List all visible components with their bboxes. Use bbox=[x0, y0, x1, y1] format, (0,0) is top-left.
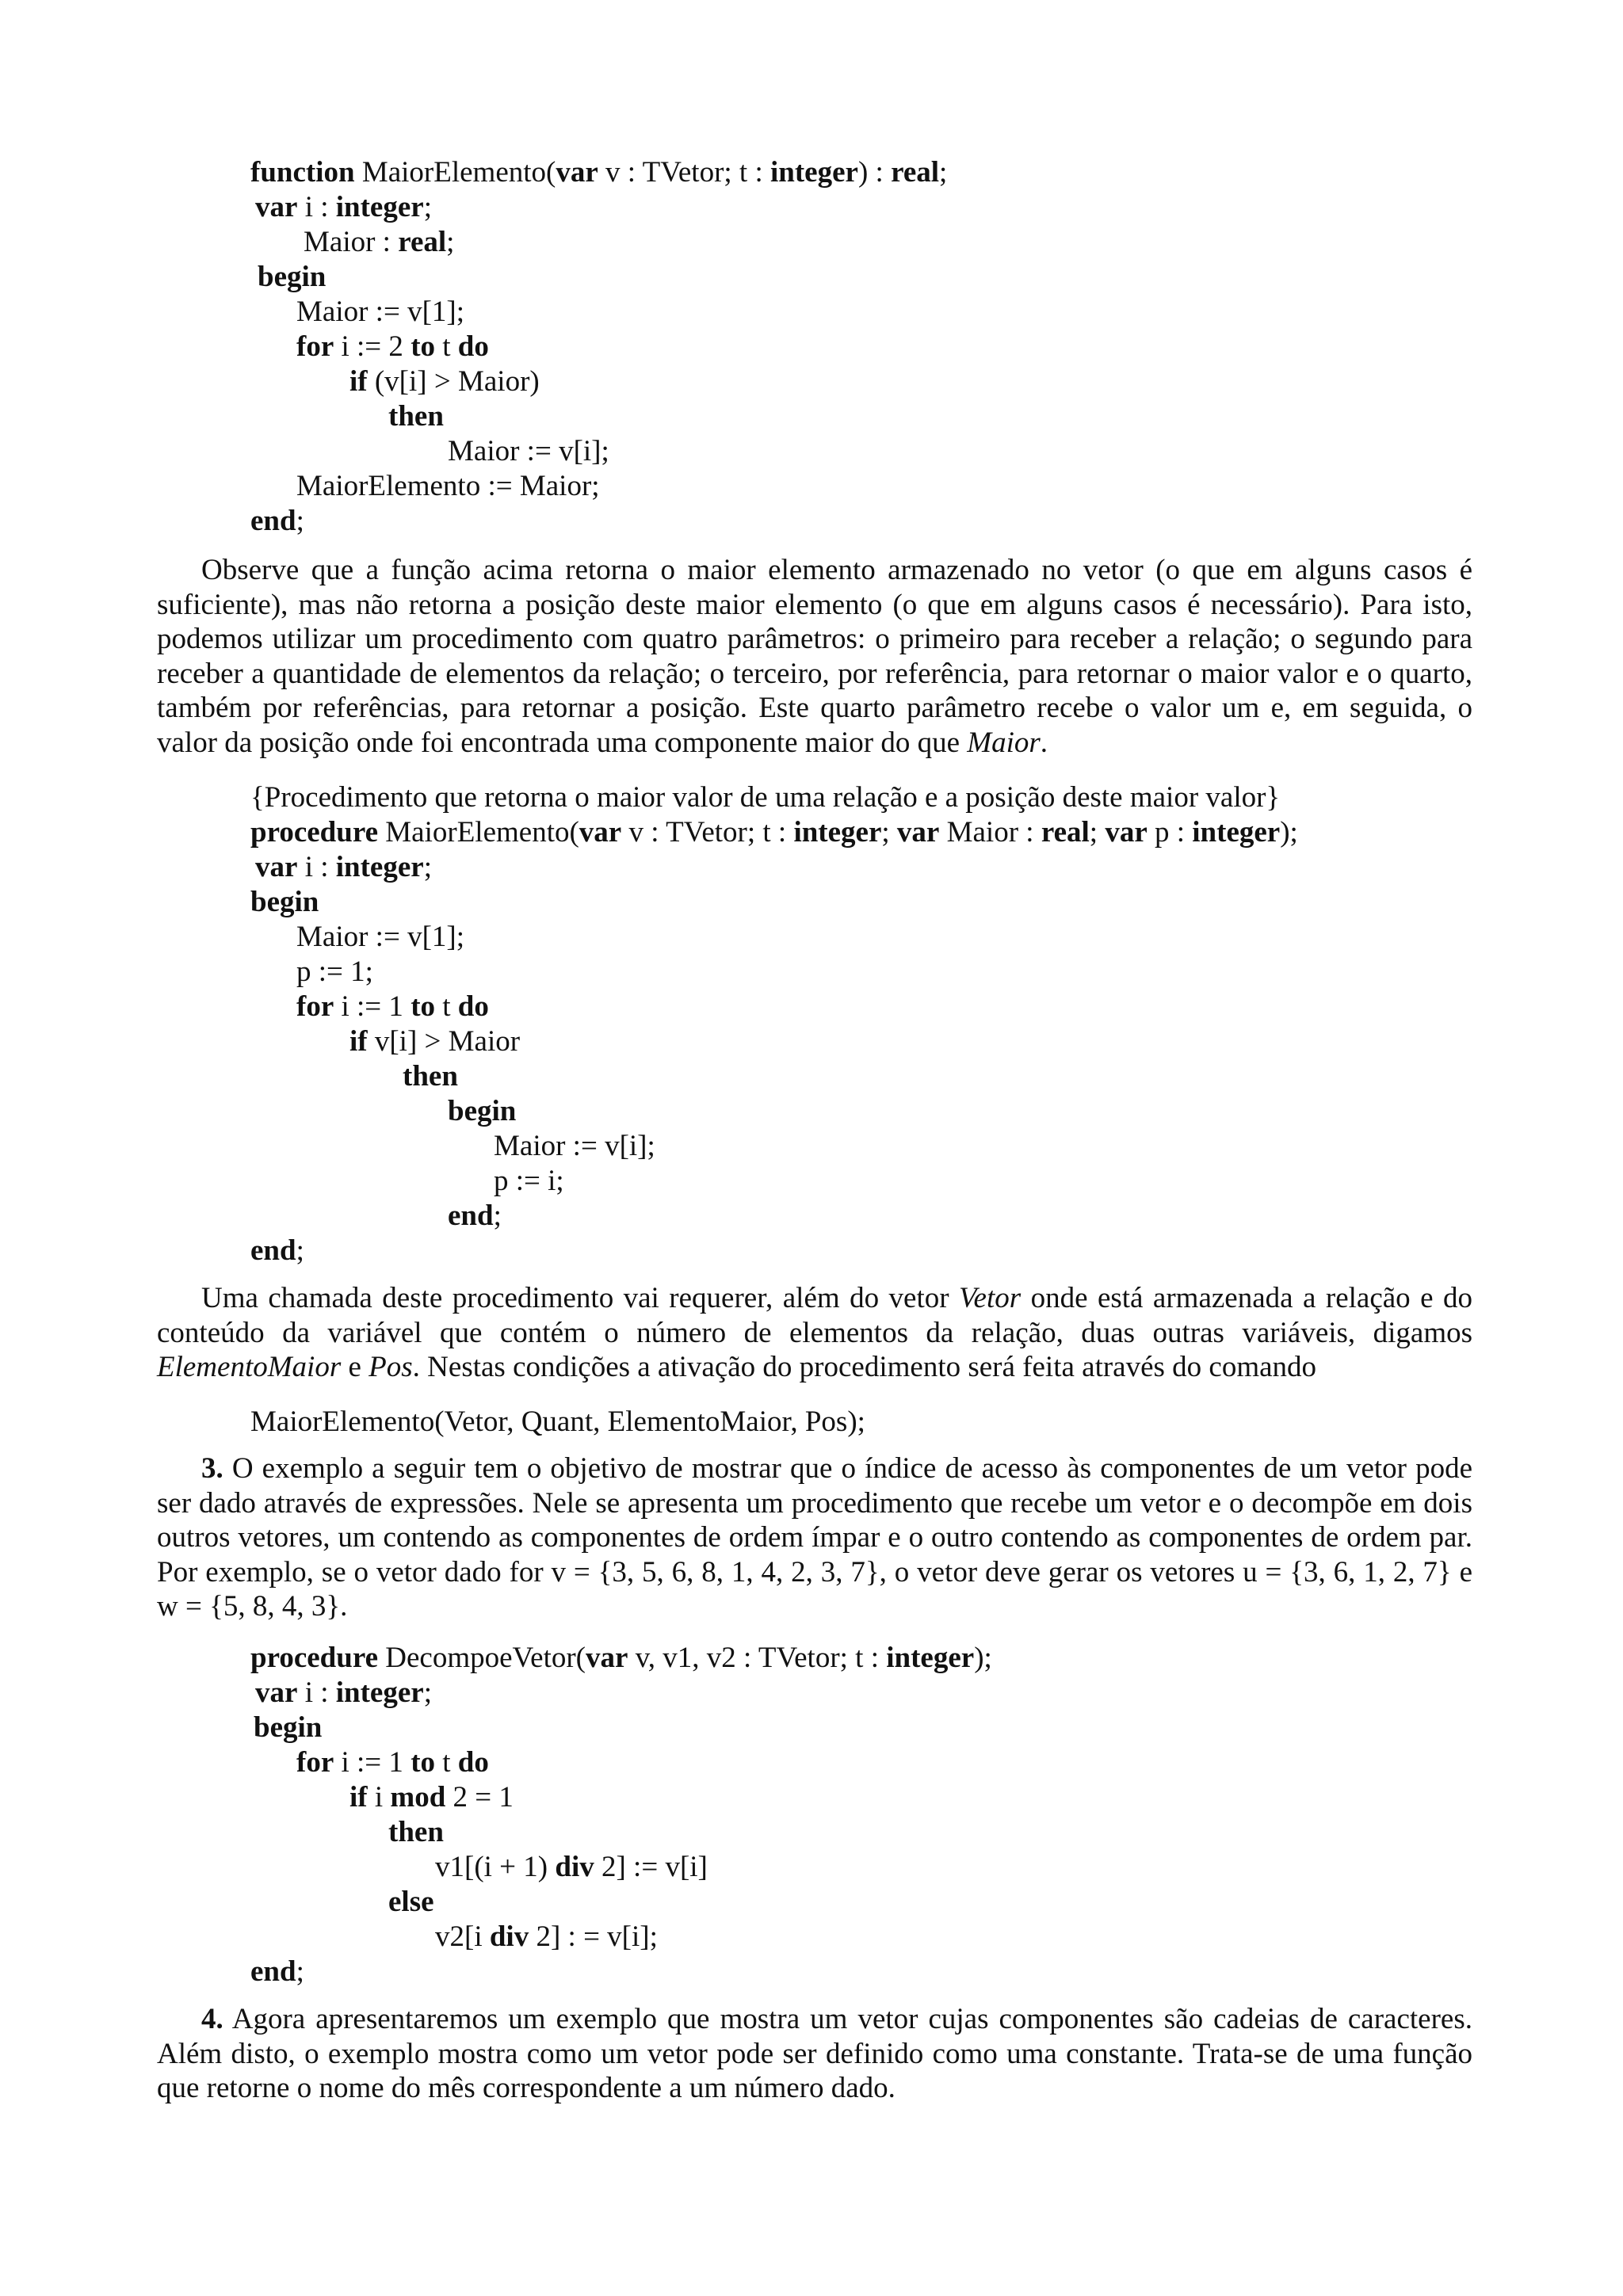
text-run: MaiorElemento( bbox=[354, 156, 556, 189]
code-line bbox=[258, 260, 326, 295]
code-line bbox=[304, 225, 454, 260]
code-comment bbox=[250, 780, 1280, 815]
text-run: 2] := v[i] bbox=[594, 1851, 708, 1883]
text-run: p := i; bbox=[494, 1165, 564, 1197]
keyword-text: then bbox=[388, 1816, 444, 1848]
keyword-text: do bbox=[457, 1746, 489, 1779]
keyword-text: integer bbox=[770, 156, 858, 189]
text-run: Agora apresentaremos um exemplo que mostra um vetor cujas componentes são cadeias de caracteres. Além disto, o exemplo mostra como um vetor pode ser definido como uma constante. Trata-se de uma função que retorne o nome do mês correspondente a um número dado. bbox=[157, 2003, 1472, 2104]
code-line bbox=[494, 1129, 655, 1164]
text-run: Uma chamada deste procedimento vai requerer, além do vetor bbox=[201, 1282, 960, 1314]
keyword-text: var bbox=[255, 851, 298, 883]
code-line bbox=[349, 1024, 520, 1059]
text-run: ; bbox=[493, 1199, 502, 1232]
code-line bbox=[250, 885, 319, 920]
code-line-call bbox=[250, 1405, 865, 1440]
keyword-text: to bbox=[411, 1746, 436, 1779]
text-run: MaiorElemento(Vetor, Quant, ElementoMaior, Pos); bbox=[250, 1405, 865, 1438]
keyword-text: begin bbox=[258, 261, 327, 293]
keyword-text: 4. bbox=[201, 2003, 223, 2035]
keyword-text: to bbox=[411, 990, 436, 1023]
keyword-text: integer bbox=[335, 191, 424, 223]
text-run: ; bbox=[939, 156, 948, 189]
code-line bbox=[255, 190, 432, 225]
text-run: ); bbox=[1280, 816, 1298, 849]
keyword-text: begin bbox=[250, 886, 319, 918]
code-line bbox=[296, 955, 373, 990]
code-line bbox=[448, 1199, 502, 1234]
keyword-text: var bbox=[1105, 816, 1148, 849]
keyword-text: integer bbox=[335, 851, 424, 883]
keyword-text: if bbox=[349, 1025, 368, 1058]
code-line bbox=[296, 920, 464, 955]
text-run: ; bbox=[881, 816, 897, 849]
text-run: p := 1; bbox=[296, 955, 373, 988]
keyword-text: div bbox=[489, 1920, 529, 1953]
code-line bbox=[250, 155, 947, 190]
code-line bbox=[494, 1164, 564, 1199]
code-line bbox=[296, 295, 464, 330]
text-run: ; bbox=[296, 1234, 304, 1267]
text-run: v[i] > Maior bbox=[367, 1025, 521, 1058]
paragraph-procedure-call bbox=[157, 1281, 1472, 1385]
keyword-text: end bbox=[250, 505, 296, 537]
text-run: Observe que a função acima retorna o maior elemento armazenado no vetor (o que em alguns casos é suficiente), mas não retorna a posição deste maior elemento (o que em alguns casos é necessário). Para isto, podemos utilizar um procedimento com quatro parâmetros: o primeiro para receber a relação; o segundo para receber a quantidade de elementos da relação; o terceiro, por referência, para retornar o maior valor e o quarto, também por referências, para retornar a posição. Este quarto parâmetro recebe o valor um e, em seguida, o valor da posição onde foi encontrada uma componente maior do que bbox=[157, 554, 1472, 759]
text-run: p : bbox=[1147, 816, 1193, 849]
text-run: t bbox=[435, 330, 458, 363]
keyword-text: if bbox=[349, 1781, 368, 1814]
keyword-text: var bbox=[579, 816, 622, 849]
keyword-text: end bbox=[448, 1199, 494, 1232]
text-run: v : TVetor; t : bbox=[621, 816, 794, 849]
text-run: i : bbox=[297, 851, 336, 883]
italic-text: ElementoMaior bbox=[157, 1351, 342, 1383]
keyword-text: for bbox=[296, 990, 334, 1023]
keyword-text: var bbox=[255, 1676, 298, 1709]
text-run: . bbox=[1040, 726, 1048, 759]
keyword-text: integer bbox=[793, 816, 882, 849]
code-line bbox=[349, 1780, 514, 1815]
text-run: MaiorElemento := Maior; bbox=[296, 470, 600, 502]
paragraph-example-4 bbox=[157, 2002, 1472, 2106]
keyword-text: begin bbox=[448, 1095, 517, 1127]
code-line bbox=[296, 330, 489, 364]
text-run: v1[(i + 1) bbox=[435, 1851, 556, 1883]
text-run: e bbox=[341, 1351, 369, 1383]
code-line bbox=[254, 1711, 322, 1745]
text-run: i := 2 bbox=[334, 330, 411, 363]
keyword-text: mod bbox=[390, 1781, 446, 1814]
text-run: v2[i bbox=[435, 1920, 490, 1953]
keyword-text: real bbox=[398, 226, 447, 258]
code-line bbox=[255, 850, 432, 885]
text-run: v, v1, v2 : TVetor; t : bbox=[628, 1642, 887, 1674]
text-run: i : bbox=[297, 191, 336, 223]
keyword-text: do bbox=[457, 990, 489, 1023]
keyword-text: if bbox=[349, 365, 368, 398]
code-line bbox=[435, 1850, 708, 1885]
text-run: ; bbox=[423, 191, 432, 223]
code-line bbox=[388, 399, 444, 434]
keyword-text: for bbox=[296, 330, 334, 363]
italic-text: Pos bbox=[369, 1351, 413, 1383]
keyword-text: real bbox=[891, 156, 940, 189]
code-line bbox=[403, 1059, 458, 1094]
code-line bbox=[349, 364, 540, 399]
keyword-text: for bbox=[296, 1746, 334, 1779]
paragraph-example-3 bbox=[157, 1451, 1472, 1624]
italic-text: Vetor bbox=[959, 1282, 1022, 1314]
keyword-text: var bbox=[255, 191, 298, 223]
text-run: 2] : = v[i]; bbox=[529, 1920, 658, 1953]
text-run: ); bbox=[974, 1642, 992, 1674]
paragraph-explanation-position bbox=[157, 553, 1472, 760]
keyword-text: end bbox=[250, 1234, 296, 1267]
text-run: {Procedimento que retorna o maior valor de uma relação e a posição deste maior valor} bbox=[250, 781, 1281, 814]
code-line bbox=[296, 1745, 489, 1780]
text-run: Maior := v[1]; bbox=[296, 296, 464, 328]
code-line bbox=[388, 1885, 434, 1920]
keyword-text: var bbox=[586, 1642, 628, 1674]
text-run: ; bbox=[423, 1676, 432, 1709]
text-run: Maior := v[1]; bbox=[296, 921, 464, 953]
text-run: ) : bbox=[857, 156, 892, 189]
text-run: v : TVetor; t : bbox=[598, 156, 770, 189]
text-run: . Nestas condições a ativação do procedimento será feita através do comando bbox=[412, 1351, 1317, 1383]
text-run: ; bbox=[446, 226, 455, 258]
text-run: t bbox=[435, 1746, 458, 1779]
code-line bbox=[250, 1234, 304, 1268]
text-run: 2 = 1 bbox=[445, 1781, 514, 1814]
code-line bbox=[250, 1955, 304, 1989]
text-run: Maior := v[i]; bbox=[494, 1130, 655, 1162]
text-run: DecompoeVetor( bbox=[378, 1642, 586, 1674]
code-line bbox=[435, 1920, 658, 1955]
text-run: i bbox=[367, 1781, 391, 1814]
keyword-text: to bbox=[411, 330, 436, 363]
code-line bbox=[296, 469, 600, 504]
code-line bbox=[296, 990, 489, 1024]
code-line bbox=[448, 1094, 516, 1129]
code-line bbox=[250, 815, 1298, 850]
text-run: ; bbox=[423, 851, 432, 883]
text-run: Maior := v[i]; bbox=[448, 435, 609, 467]
code-line bbox=[448, 434, 609, 469]
keyword-text: else bbox=[388, 1886, 434, 1918]
keyword-text: integer bbox=[335, 1676, 424, 1709]
keyword-text: procedure bbox=[250, 1642, 379, 1674]
text-run: Maior : bbox=[304, 226, 399, 258]
text-run: i := 1 bbox=[334, 990, 411, 1023]
text-run: t bbox=[435, 990, 458, 1023]
keyword-text: integer bbox=[1192, 816, 1281, 849]
text-run: Maior : bbox=[939, 816, 1041, 849]
text-run: i : bbox=[297, 1676, 336, 1709]
keyword-text: end bbox=[250, 1955, 296, 1988]
text-run: ; bbox=[296, 505, 304, 537]
keyword-text: begin bbox=[254, 1711, 323, 1744]
text-run: ; bbox=[1089, 816, 1106, 849]
keyword-text: real bbox=[1041, 816, 1090, 849]
keyword-text: var bbox=[896, 816, 940, 849]
keyword-text: then bbox=[403, 1060, 458, 1093]
text-run: O exemplo a seguir tem o objetivo de mostrar que o índice de acesso às componentes de um vetor pode ser dado através de expressões. Nele se apresenta um procedimento que recebe um vetor e o decompõe em dois outros vetores, um contendo as componentes de ordem ímpar e o outro contendo as componentes de ordem par. Por exemplo, se o vetor dado for v = {3, 5, 6, 8, 1, 4, 2, 3, 7}, o vetor deve gerar os vetores u = {3, 6, 1, 2, 7} e w = {5, 8, 4, 3}. bbox=[157, 1452, 1472, 1623]
italic-text: Maior bbox=[967, 726, 1041, 759]
code-line bbox=[388, 1815, 444, 1850]
code-line bbox=[250, 1641, 992, 1676]
keyword-text: integer bbox=[886, 1642, 975, 1674]
text-run: (v[i] > Maior) bbox=[367, 365, 540, 398]
keyword-text: var bbox=[556, 156, 598, 189]
keyword-text: then bbox=[388, 400, 444, 433]
text-run: i := 1 bbox=[334, 1746, 411, 1779]
keyword-text: div bbox=[555, 1851, 594, 1883]
text-run: onde está armazenada a relação e do conteúdo da variável que contém o número de elementos da relação, duas outras variáveis, digamos bbox=[157, 1282, 1472, 1349]
keyword-text: procedure bbox=[250, 816, 379, 849]
keyword-text: function bbox=[250, 156, 355, 189]
keyword-text: do bbox=[457, 330, 489, 363]
code-line bbox=[250, 504, 304, 539]
keyword-text: 3. bbox=[201, 1452, 223, 1485]
code-line bbox=[255, 1676, 432, 1711]
text-run: MaiorElemento( bbox=[378, 816, 579, 849]
text-run: ; bbox=[296, 1955, 304, 1988]
